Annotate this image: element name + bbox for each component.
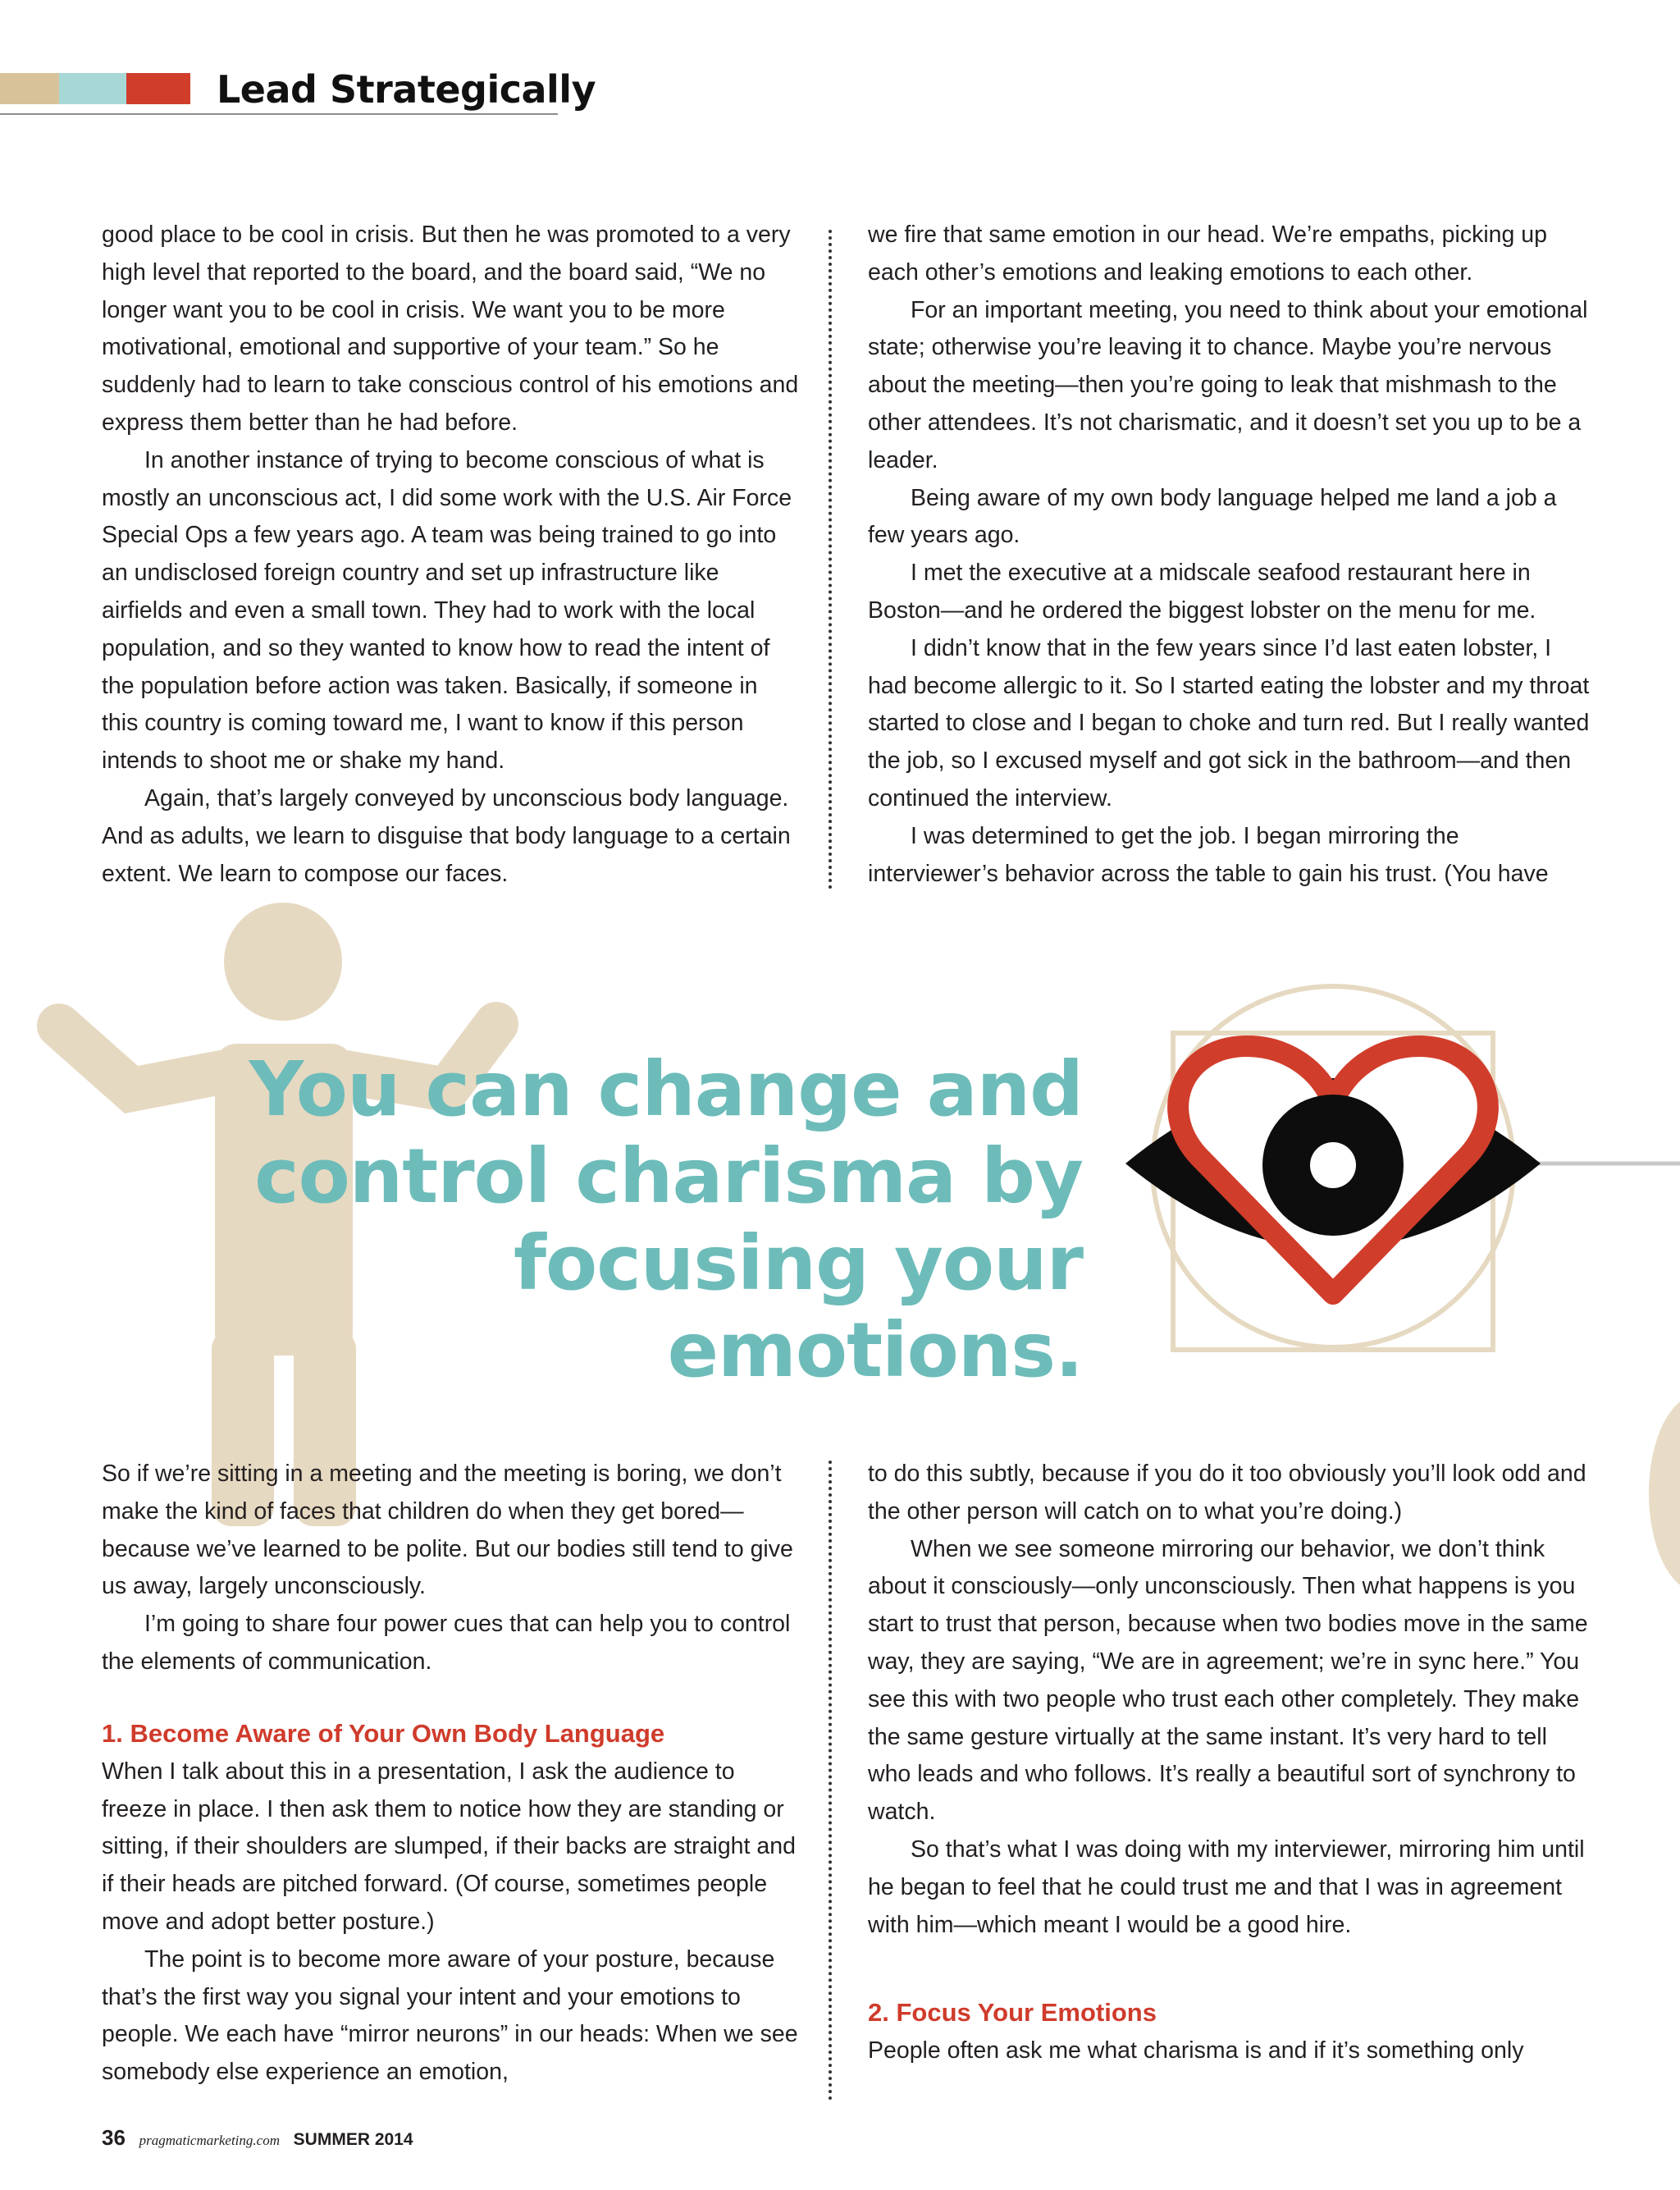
page-number: 36 bbox=[102, 2125, 126, 2150]
section-heading: 2. Focus Your Emotions bbox=[868, 1998, 1157, 2028]
article-column-bottom-right bbox=[868, 1456, 1590, 2070]
column-divider-bottom bbox=[829, 1461, 832, 2101]
section-title: Lead Strategically bbox=[217, 67, 596, 112]
heart-eye-illustration bbox=[1124, 981, 1680, 1358]
article-column-bottom-left bbox=[102, 1456, 799, 2092]
body-paragraph: In another instance of trying to become conscious of what is mostly an unconscious act, I did some work with the U.S. Air Force Special Ops a few years ago. A team was being trained to go into an undisclosed foreign country and set up infrastructure like airfields and even a small town. They had to work with the local population, and so they wanted to know how to read the intent of the population before action was taken. Basically, if someone in this country is coming toward me, I want to know if this person intends to shoot me or shake my hand. bbox=[102, 446, 792, 775]
pull-quote bbox=[213, 1046, 1083, 1394]
eye-pupil bbox=[1310, 1142, 1356, 1188]
figure-head bbox=[224, 903, 342, 1021]
body-paragraph: Again, that’s largely conveyed by unconscious body language. And as adults, we learn to disguise that body language to a certain extent. We learn to compose our faces. bbox=[102, 784, 791, 887]
body-paragraph: I met the executive at a midscale seafood restaurant here in Boston—and he ordered the biggest lobster on the menu for me. bbox=[868, 560, 1536, 624]
body-paragraph: I’m going to share four power cues that can help you to control the elements of communication. bbox=[102, 1611, 791, 1675]
footer-site: pragmaticmarketing.com bbox=[139, 2133, 280, 2148]
body-paragraph: I was determined to get the job. I began mirroring the interviewer’s behavior across the table to gain his trust. (You have bbox=[868, 822, 1549, 887]
body-paragraph: So if we’re sitting in a meeting and the meeting is boring, we don’t make the kind of faces that children do when they get bored—because we’ve learned to be polite. But our bodies still tend to give us away, largely unconsciously. bbox=[102, 1461, 793, 1600]
figure-left-arm bbox=[59, 1026, 230, 1090]
decorative-edge-shape bbox=[1649, 1395, 1680, 1592]
section-heading: 1. Become Aware of Your Own Body Language bbox=[102, 1718, 665, 1748]
page-footer bbox=[102, 2125, 413, 2151]
body-paragraph: When I talk about this in a presentation, I ask the audience to freeze in place. I then ask them to notice how they are standing or sitting, if their shoulders are slumped, if their backs are straight and if their heads are pitched forward. (Of course, sometimes people move and adopt better posture.) bbox=[102, 1758, 796, 1935]
header-color-strip-teal bbox=[59, 73, 126, 104]
header-color-strip-tan bbox=[0, 73, 59, 104]
body-paragraph: I didn’t know that in the few years since I’d last eaten lobster, I had become allergic to it. So I started eating the lobster and my throat started to close and I began to choke and turn red. But I really wanted the job, so I excused myself and got sick in the bathroom—and then continued the interview. bbox=[868, 634, 1590, 812]
body-paragraph: People often ask me what charisma is and if it’s something only bbox=[868, 2037, 1524, 2064]
body-paragraph: good place to be cool in crisis. But then he was promoted to a very high level that reported to the board, and the board said, “We no longer want you to be cool in crisis. We want you to be more motivational, emotional and supportive of your team.” So he suddenly had to learn to take conscious control of his emotions and express them better than he had before. bbox=[102, 222, 799, 436]
body-paragraph: to do this subtly, because if you do it too obviously you’ll look odd and the other person will catch on to what you’re doing.) bbox=[868, 1461, 1586, 1525]
body-paragraph: we fire that same emotion in our head. We’re empaths, picking up each other’s emotions and leaking emotions to each other. bbox=[868, 222, 1547, 286]
body-paragraph: So that’s what I was doing with my interviewer, mirroring him until he began to feel that he could trust me and that I was in agreement with him—which meant I would be a good hire. bbox=[868, 1836, 1585, 1938]
body-paragraph: The point is to become more aware of your posture, because that’s the first way you signal your intent and your emotions to people. We each have “mirror neurons” in our heads: When we see somebody else experience an emotion, bbox=[102, 1945, 798, 2086]
article-column-top-right bbox=[868, 217, 1590, 893]
article-column-top-left bbox=[102, 217, 799, 893]
header-divider bbox=[0, 113, 558, 115]
pull-quote-line: control charisma by bbox=[254, 1132, 1083, 1220]
body-paragraph: For an important meeting, you need to think about your emotional state; otherwise you’re leaving it to chance. Maybe you’re nervous about the meeting—then you’re going to leak that mishmash to the other attendees. It’s not charismatic, and it doesn’t set you up to be a leader. bbox=[868, 296, 1588, 473]
body-paragraph: When we see someone mirroring our behavior, we don’t think about it consciously—only unconsciously. Then what happens is you start to trust that person, because when two bodies move in the same way, they are saying, “We are in agreement; we’re in sync here.” You see this with two people who trust each other completely. They make the same gesture virtually at the same instant. It’s very hard to tell who leads and who follows. It’s really a beautiful sort of synchrony to watch. bbox=[868, 1535, 1588, 1826]
header-color-strip-red bbox=[126, 73, 190, 104]
body-paragraph: Being aware of my own body language helped me land a job a few years ago. bbox=[868, 484, 1557, 549]
pull-quote-line: You can change and bbox=[249, 1045, 1083, 1133]
column-divider-top bbox=[829, 230, 832, 889]
pull-quote-line: focusing your emotions. bbox=[514, 1219, 1083, 1394]
footer-issue: SUMMER 2014 bbox=[293, 2130, 413, 2149]
